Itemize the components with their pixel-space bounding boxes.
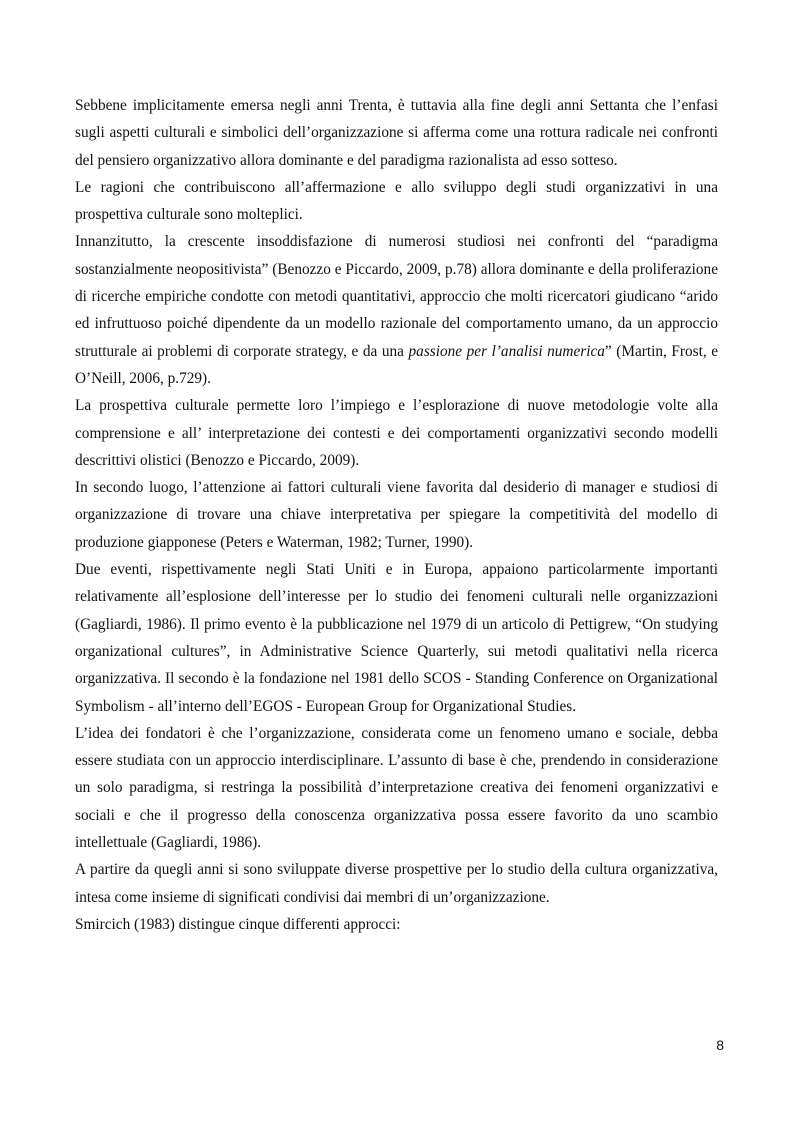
- paragraph-1: Sebbene implicitamente emersa negli anni Trenta, è tuttavia alla fine degli anni Settanta che l’enfasi sugli aspetti culturali e simbolici dell’organizzazione si afferma come una rottura radicale nei confronti del pensiero organizzativo allora dominante e del paradigma razionalista ad esso sotteso.: [75, 97, 718, 169]
- paragraph-4: La prospettiva culturale permette loro l’impiego e l’esplorazione di nuove metodologie volte alla comprensione e all’ interpretazione dei contesti e dei comportamenti organizzativi secondo modelli descrittivi olistici (Benozzo e Piccardo, 2009).: [75, 397, 718, 469]
- paragraph-3-text: Innanzitutto, la crescente insoddisfazione di numerosi studiosi nei confronti del “paradigma sostanzialmente neopositivista” (Benozzo e Piccardo, 2009, p.78) allora dominante e della proliferazione di ricerche empiriche condotte con metodi quantitativi, approccio che molti ricercatori giudicano “arido ed infruttuoso poiché dipendente da un modello razionale del comportamento umano, da un approccio strutturale ai problemi di corporate strategy, e da una: [75, 233, 718, 360]
- paragraph-8: A partire da quegli anni si sono sviluppate diverse prospettive per lo studio della cultura organizzativa, intesa come insieme di significati condivisi dai membri di un’organizzazione.: [75, 861, 718, 906]
- paragraph-2: Le ragioni che contribuiscono all’affermazione e allo sviluppo degli studi organizzativi in una prospettiva culturale sono molteplici.: [75, 178, 718, 224]
- paragraph-3-text-end: ” (Martin, Frost, e O’Neill, 2006, p.729).: [75, 342, 718, 387]
- paragraph-3: [75, 228, 718, 392]
- paragraph-5: In secondo luogo, l’attenzione ai fattori culturali viene favorita dal desiderio di manager e studiosi di organizzazione di trovare una chiave interpretativa per spiegare la competitività del modello di produzione giapponese (Peters e Waterman, 1982; Turner, 1990).: [75, 479, 718, 551]
- paragraph-7: L’idea dei fondatori è che l’organizzazione, considerata come un fenomeno umano e sociale, debba essere studiata con un approccio interdisciplinare. L’assunto di base è che, prendendo in considerazione un solo paradigma, si restringa la possibilità d’interpretazione creativa dei fenomeni organizzativi e sociali e che il progresso della conoscenza organizzativa possa essere favorito da uno scambio intellettuale (Gagliardi, 1986).: [75, 724, 718, 852]
- paragraph-9: Smircich (1983) distingue cinque differenti approcci:: [75, 915, 401, 933]
- page-number: 8: [716, 1037, 724, 1053]
- body-text: [75, 92, 718, 938]
- paragraph-6: Due eventi, rispettivamente negli Stati Uniti e in Europa, appaiono particolarmente importanti relativamente all’esplosione dell’interesse per lo studio dei fenomeni culturali nelle organizzazioni (Gagliardi, 1986). Il primo evento è la pubblicazione nel 1979 di un articolo di Pettigrew, “On studying organizational cultures”, in Administrative Science Quarterly, sui metodi qualitativi nella ricerca organizzativa. Il secondo è la fondazione nel 1981 dello SCOS - Standing Conference on Organizational Symbolism - all’interno dell’EGOS - European Group for Organizational Studies.: [75, 561, 718, 715]
- paragraph-3-italic-text: passione per l’analisi numerica: [408, 342, 605, 360]
